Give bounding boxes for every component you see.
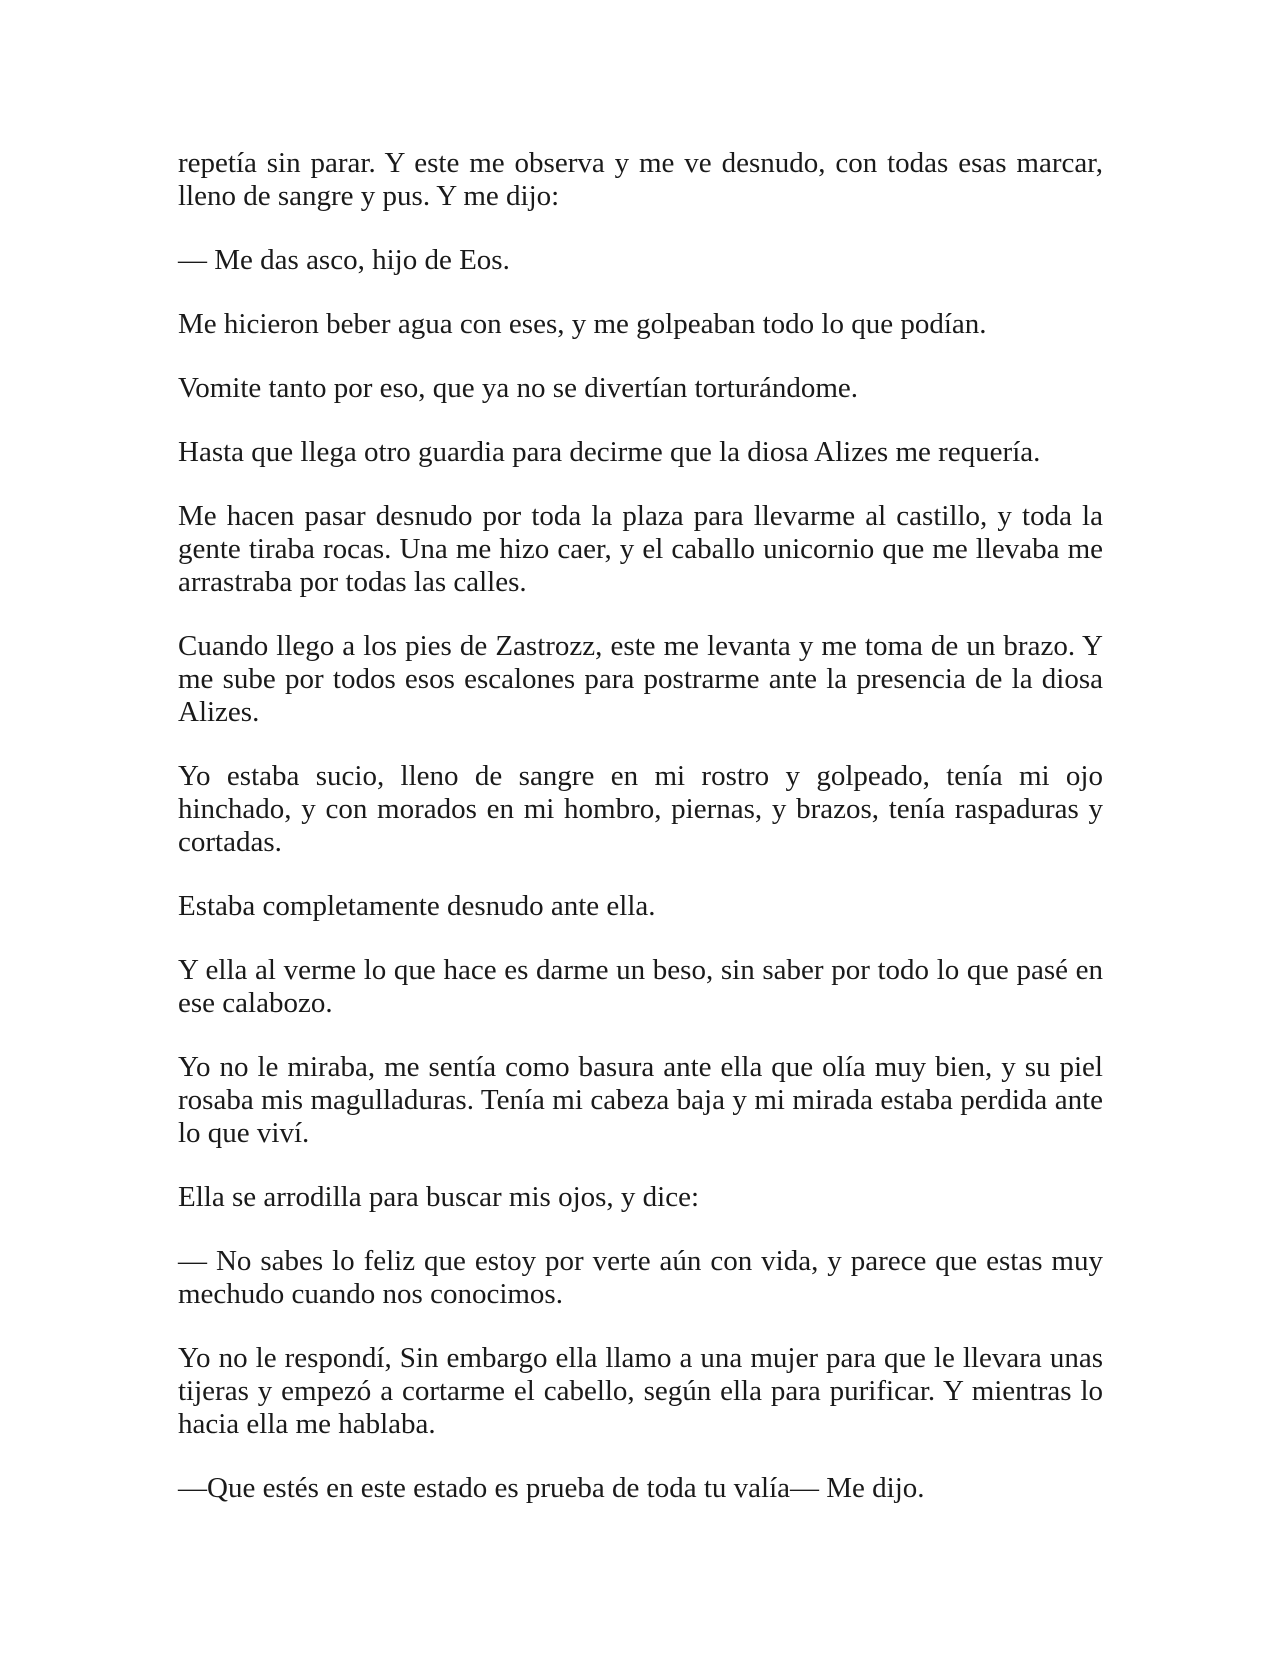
paragraph-3: Me hicieron beber agua con eses, y me golpeaban todo lo que podían.	[178, 308, 987, 340]
paragraph-13: — No sabes lo feliz que estoy por verte aún con vida, y parece que estas muy mechudo cuando nos conocimos.	[178, 1245, 1103, 1310]
paragraph-4: Vomite tanto por eso, que ya no se divertían torturándome.	[178, 372, 858, 404]
paragraph-11: Yo no le miraba, me sentía como basura ante ella que olía muy bien, y su piel rosaba mis magulladuras. Tenía mi cabeza baja y mi mirada estaba perdida ante lo que viví.	[178, 1051, 1103, 1149]
paragraph-10: Y ella al verme lo que hace es darme un beso, sin saber por todo lo que pasé en ese calabozo.	[178, 954, 1103, 1019]
document-page	[178, 147, 1103, 1536]
paragraph-2: — Me das asco, hijo de Eos.	[178, 244, 510, 276]
paragraph-5: Hasta que llega otro guardia para decirme que la diosa Alizes me requería.	[178, 436, 1041, 468]
paragraph-8: Yo estaba sucio, lleno de sangre en mi rostro y golpeado, tenía mi ojo hinchado, y con morados en mi hombro, piernas, y brazos, tenía raspaduras y cortadas.	[178, 760, 1103, 858]
paragraph-6: Me hacen pasar desnudo por toda la plaza para llevarme al castillo, y toda la gente tiraba rocas. Una me hizo caer, y el caballo unicornio que me llevaba me arrastraba por todas las calles.	[178, 500, 1103, 598]
paragraph-9: Estaba completamente desnudo ante ella.	[178, 890, 656, 922]
paragraph-12: Ella se arrodilla para buscar mis ojos, y dice:	[178, 1181, 700, 1213]
paragraph-15: —Que estés en este estado es prueba de toda tu valía— Me dijo.	[178, 1472, 925, 1504]
paragraph-7: Cuando llego a los pies de Zastrozz, este me levanta y me toma de un brazo. Y me sube por todos esos escalones para postrarme ante la presencia de la diosa Alizes.	[178, 630, 1103, 728]
paragraph-1: repetía sin parar. Y este me observa y me ve desnudo, con todas esas marcar, lleno de sangre y pus. Y me dijo:	[178, 147, 1103, 212]
paragraph-14: Yo no le respondí, Sin embargo ella llamo a una mujer para que le llevara unas tijeras y empezó a cortarme el cabello, según ella para purificar. Y mientras lo hacia ella me hablaba.	[178, 1342, 1103, 1440]
